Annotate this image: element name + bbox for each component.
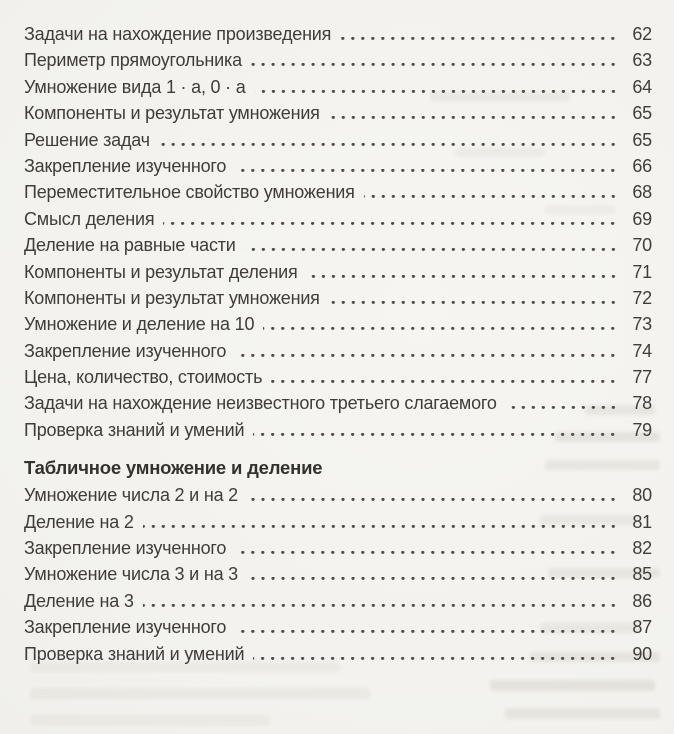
toc-entry [24,564,652,590]
toc-entry [24,24,652,50]
toc-entry-title: Закрепление изученного [24,617,227,638]
toc-entry-page-number: 73 [632,314,652,335]
dot-leader [506,406,618,409]
dot-leader [143,604,618,607]
toc-entry-title: Переместительное свойство умножения [24,182,355,203]
toc-entry [24,262,652,288]
toc-entry-page-number: 70 [632,235,652,256]
toc-entry-title: Компоненты и результат деления [24,261,298,282]
toc-entry [24,644,652,670]
toc-entry-page-number: 72 [632,287,652,308]
dot-leader [235,354,618,357]
toc-entry [24,367,652,393]
dot-leader [235,169,618,172]
toc-entry-title: Компоненты и результат умножения [24,103,320,124]
toc-entry-title: Деление на равные части [24,235,236,256]
toc-entry-page-number: 64 [632,76,652,97]
toc-entry-page-number: 78 [632,393,652,414]
toc-entry [24,393,652,419]
toc-entry-title: Периметр прямоугольника [24,50,242,71]
toc-entry [24,512,652,538]
toc-entry [24,235,652,261]
toc-entry-page-number: 68 [632,182,652,203]
toc-entry-title: Смысл деления [24,208,155,229]
toc-entry [24,50,652,76]
dot-leader [263,327,618,330]
toc-entry-page-number: 71 [632,261,652,282]
dot-leader [235,630,618,633]
dot-leader [364,195,618,198]
toc-entry-page-number: 66 [632,155,652,176]
toc-entry [24,130,652,156]
toc-entry-page-number: 86 [632,590,652,611]
toc-entry-title: Умножение и деление на 10 [24,314,255,335]
dot-leader [329,116,618,119]
dot-leader [329,301,618,304]
toc-entry-title: Умножение вида 1 · а, 0 · а [24,76,246,97]
toc-entry [24,77,652,103]
dot-leader [271,380,618,383]
toc-entry [24,341,652,367]
toc-entry-page-number: 80 [632,485,652,506]
toc-entry-title: Решение задач [24,129,150,150]
dot-leader [159,143,618,146]
dot-leader [253,433,618,436]
toc-entry [24,485,652,511]
dot-leader [163,222,618,225]
dot-leader [255,90,618,93]
toc-entry-page-number: 62 [632,24,652,44]
toc-entry-page-number: 77 [632,367,652,388]
section-heading: Табличное умножение и деление [24,457,323,479]
dot-leader [340,37,618,40]
toc-entry-page-number: 69 [632,208,652,229]
toc-entry-title: Компоненты и результат умножения [24,287,320,308]
dot-leader [307,275,618,278]
toc-entry-title: Умножение числа 3 и на 3 [24,564,238,585]
toc-entry-page-number: 81 [632,511,652,532]
toc-entry-page-number: 79 [632,419,652,440]
toc-entry [24,538,652,564]
toc-entry-title: Умножение числа 2 и на 2 [24,485,238,506]
toc-entry-title: Проверка знаний и умений [24,419,245,440]
dot-leader [143,525,618,528]
toc-entry-page-number: 82 [632,538,652,559]
toc-entry-page-number: 90 [632,643,652,664]
dot-leader [247,498,618,501]
toc-entry-page-number: 65 [632,129,652,150]
toc-entry-title: Деление на 2 [24,511,134,532]
toc-entry [24,103,652,129]
toc-entry-title: Закрепление изученного [24,155,227,176]
toc-entry-title: Задачи на нахождение произведения [24,24,332,44]
toc-entry [24,156,652,182]
toc-entry [24,314,652,340]
dot-leader [253,657,618,660]
toc-entry-title: Закрепление изученного [24,538,227,559]
toc-entry [24,209,652,235]
toc-entry-title: Деление на 3 [24,590,134,611]
toc-entry [24,182,652,208]
toc-entry-page-number: 63 [632,50,652,71]
toc-entry-title: Проверка знаний и умений [24,643,245,664]
dot-leader [235,551,618,554]
toc-entry-page-number: 74 [632,340,652,361]
toc-entry-page-number: 85 [632,564,652,585]
dot-leader [251,63,618,66]
dot-leader [245,248,618,251]
toc-entry-page-number: 65 [632,103,652,124]
toc-entry-title: Задачи на нахождение неизвестного третьего слагаемого [24,393,497,414]
dot-leader [247,577,618,580]
toc-entry [24,288,652,314]
toc-entry-title: Закрепление изученного [24,340,227,361]
toc-entry [24,617,652,643]
toc-entry-title: Цена, количество, стоимость [24,367,263,388]
toc-entry [24,420,652,446]
toc-entry-page-number: 87 [632,617,652,638]
toc-entry [24,591,652,617]
